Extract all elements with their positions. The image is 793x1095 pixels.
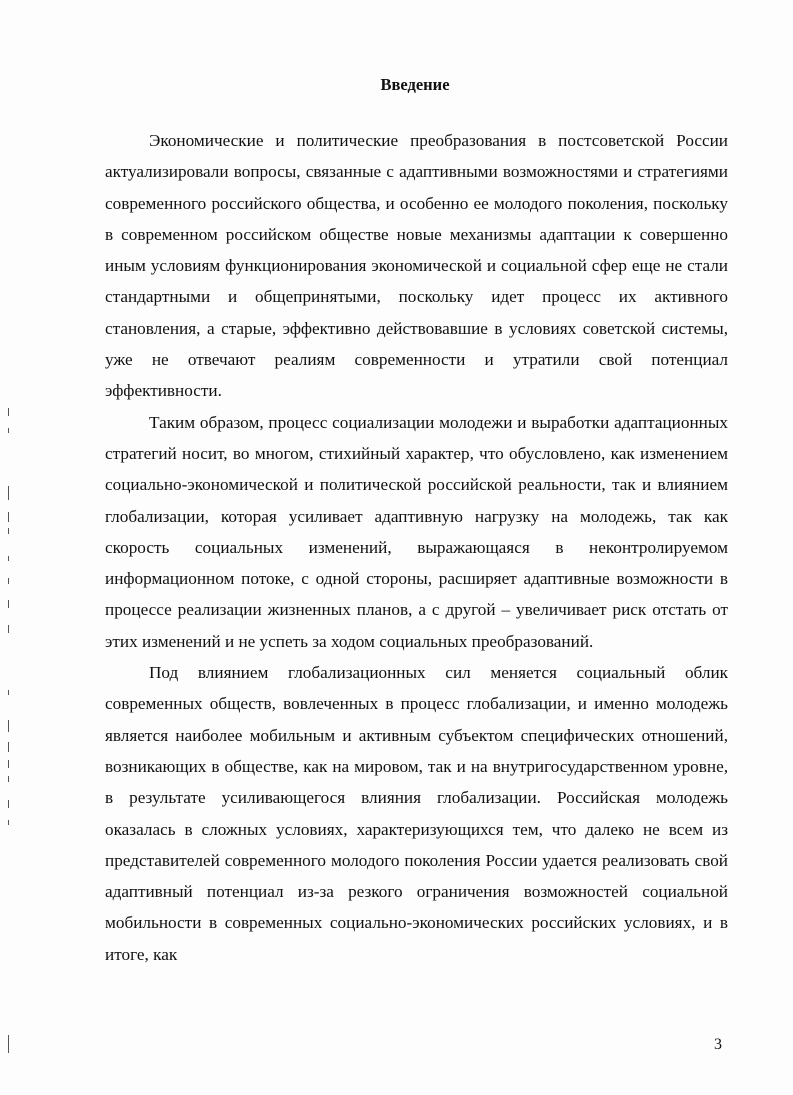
paragraph: Экономические и политические преобразования в постсоветской России актуализировали вопросы, связанные с адаптивными возможностями и стратегиями современного российского общества, и особенно ее молодого поколения, поскольку в современном российском обществе новые механизмы адаптации к совершенно иным условиям функционирования экономической и социальной сфер еще не стали стандартными и общепринятыми, поскольку идет процесс их активного становления, а старые, эффективно действовавшие в условиях советской системы, уже не отвечают реалиям современности и утратили свой потенциал эффективности.: [105, 131, 728, 401]
paragraph: Под влиянием глобализационных сил меняется социальный облик современных обществ, вовлеченных в процесс глобализации, и именно молодежь является наиболее мобильным и активным субъектом специфических отношений, возникающих в обществе, как на мировом, так и на внутригосударственном уровне, в результате усиливающегося влияния глобализации. Российская молодежь оказалась в сложных условиях, характеризующихся тем, что далеко не всем из представителей современного молодого поколения России удается реализовать свой адаптивный потенциал из-за резкого ограничения возможностей социальной мобильности в современных социально-экономических российских условиях, и в итоге, как: [105, 663, 728, 964]
body-text: [105, 125, 728, 970]
page-title: Введение: [380, 75, 450, 94]
paragraph: Таким образом, процесс социализации молодежи и выработки адаптационных стратегий носит, во многом, стихийный характер, что обусловлено, как изменением социально-экономической и политической российской реальности, так и влиянием глобализации, которая усиливает адаптивную нагрузку на молодежь, так как скорость социальных изменений, выражающаяся в неконтролируемом информационном потоке, с одной стороны, расширяет адаптивные возможности в процессе реализации жизненных планов, а с другой – увеличивает риск отстать от этих изменений и не успеть за ходом социальных преобразований.: [105, 412, 728, 651]
page-number: 3: [714, 1036, 722, 1053]
scan-margin-marks: [0, 0, 20, 1095]
